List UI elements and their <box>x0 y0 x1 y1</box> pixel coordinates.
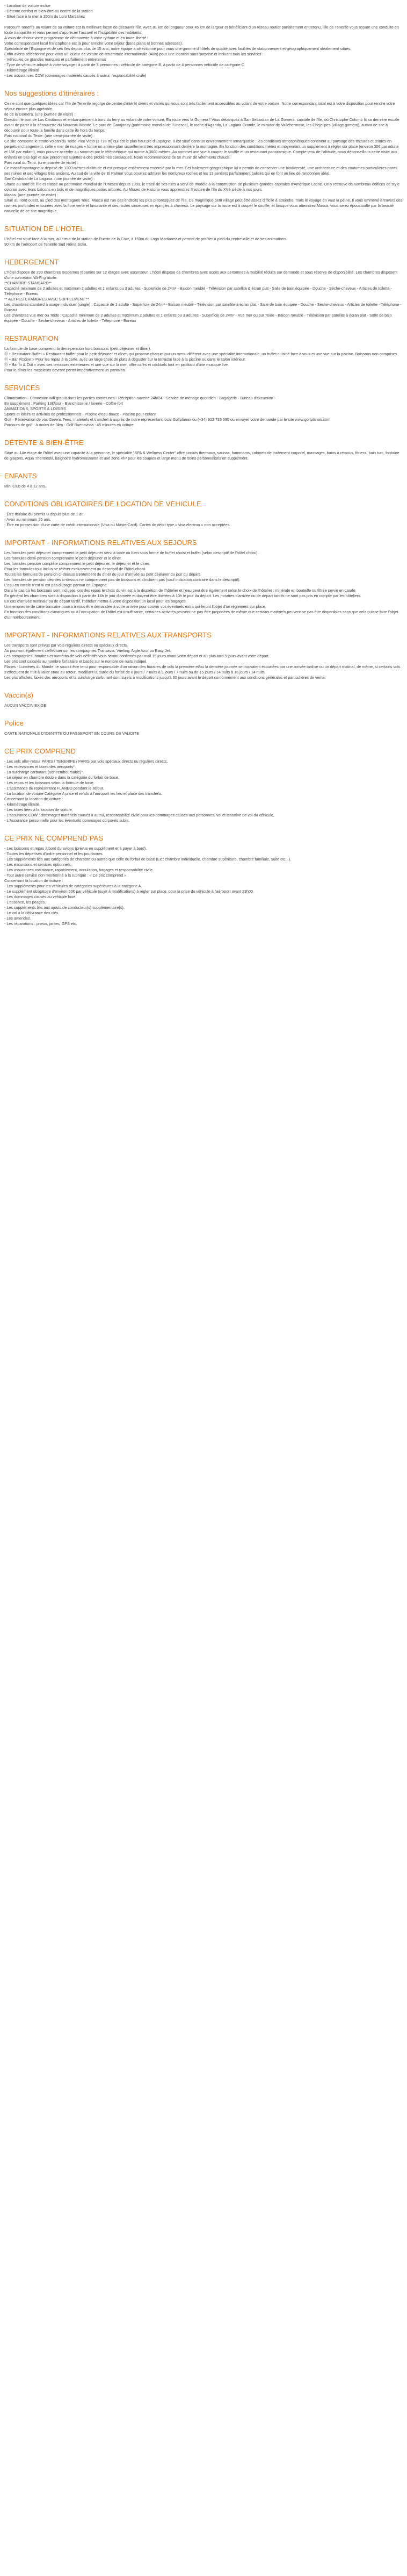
section-line: Ce ne sont que quelques idées car l'île de Tenerife regorge de centre d'intérêt divers et variés qui vous sont très facilement accessibles au volant de votre voiture. Notre correspondant local est à votre disposition pour rendre votre séjour encore plus agréable. <box>4 101 395 111</box>
section-line: Les compagnies, horaires et numéros de vols définitifs vous seront confirmés par mail 15 jours avant votre départ et au plus tard 5 jours avant votre départ. <box>4 654 270 658</box>
section-line: Une empreinte de carte bancaire pourra à vous être demandée à votre arrivée pour couvrir vos éventuels extra qui feront l'objet d'un règlement sur place. <box>4 604 266 609</box>
section-line: - L'assistance du représentant FLANEO pendant le séjour. <box>4 786 104 791</box>
section-heading: Police <box>4 719 24 727</box>
section-line: - Les assurances assistance, rapatriement, annulation, bagages et responsabilité civile. <box>4 867 154 872</box>
section-line: En fonction des conditions climatiques ou à l'occupation de l'hôtel est insuffisante, certaines activités peuvent ne pas être proposées de même que certains matériels peuvent ne pas être disponibles sans que cela puisse faire l'objet d'un remboursement. <box>4 609 398 620</box>
section-heading: Vaccin(s) <box>4 691 34 699</box>
section-important-informations-relatives-aux-transports <box>4 631 403 680</box>
section-situation-de-l-hotel <box>4 225 403 247</box>
section-line: - Les excursions et services optionnels. <box>4 862 72 867</box>
section-ce-prix-comprend <box>4 747 403 823</box>
section-line: - Toutes les dépenses d'ordre personnel et les pourboires. <box>4 851 104 856</box>
section-line: CARTE NATIONALE D'IDENTITE OU PASSEPORT EN COURS DE VALIDITE <box>4 731 139 736</box>
section-line: Ⓞ • Restaurant Buffet » Restaurant buffet pour le petit déjeuner et dîner, qui propose chaque jour un menu différent avec une spécialité internationale, un buffet cuisiné face à vous et une vue sur la piscine. Boissons non comprises <box>4 351 397 356</box>
intro-line: - Détente confort et bien-être au centre de la station <box>4 9 93 13</box>
section-line: - Le supplément obligatoire d'environ 50€ par véhicule (sujet à modifications) à régler sur place, pour la prise du véhicule à l'aéroport avant 23h00. <box>4 889 255 894</box>
section-heading: CE PRIX COMPREND <box>4 747 76 755</box>
section-heading: DÉTENTE & BIEN-ÊTRE <box>4 439 84 447</box>
section-line: - Les repas et les boissons selon la formule de base. <box>4 780 95 785</box>
section-line: Parc national du Teide. (une demi-journée de visite) : <box>4 133 95 138</box>
section-line: Parcours de golf : à moins de 3km - Golf Buenavista : 45 minutes en voiture <box>4 422 134 427</box>
section-line: Pour le dîner les messieurs devront porter impérativement un pantalon. <box>4 368 126 372</box>
section-line: Les chambres standard à usage individuel (single) : Capacité de 1 adulte - Superficie de 24m² - Balcon meublé - Télévision par satellite à écran plat - Salle de bain équipée - Douche - Sèche-cheveux - Articles de toilette - Téléphone - Bureau <box>4 302 402 312</box>
section-line: - Les taxes liées à la location de voiture. <box>4 807 73 812</box>
section-line: Les formules demi-pension comprennent le petit déjeuner et le dîner. <box>4 556 122 561</box>
section-line: - Le séjour en chambre double dans la catégorie du forfait de base. <box>4 775 119 780</box>
section-line: - Être en possession d'une carte de crédit internationale (Visa ou MasterCard). Cartes de débit type « visa electron » non acceptées. <box>4 522 231 527</box>
intro-line: Parcourir Tenerife au volant de sa voiture est la meilleure façon de découvrir l'île. Avec 81 km de longueur pour 45 km de largeur et bénéficiant d'un réseau routier parfaitement entretenu, l'île de Tenerife vous assure une conduite en toute tranquillité et vous permet d'apprécier l'accueil et l'hospitalité des habitants. <box>4 25 399 35</box>
section-line: ANIMATIONS, SPORTS & LOISIRS <box>4 406 66 411</box>
section-line: - Les dommages causés au véhicule loué. <box>4 894 77 899</box>
section-line: En cas d'arrivée matinale ou de départ tardif, l'hôtelier mettra à votre disposition un local pour les bagages. <box>4 599 187 604</box>
intro-line: - Location de voiture inclue <box>4 3 50 8</box>
section-important-informations-relatives-aux-sejours <box>4 539 403 620</box>
section-line: AUCUN VACCIN EXIGE <box>4 703 47 708</box>
product-description-page <box>0 0 407 932</box>
intro-line: Enfin avons sélectionné pour vous un loueur de voiture de renommée internationale (Avis) pour une location sans surprise et incluant tous les services : <box>4 52 264 56</box>
section-line: - Les redevances et taxes des aéroports*. <box>4 764 76 769</box>
section-line: Ce site comporte le strato-volcan du Teide-Pico Viejo (3 718 m) qui est le plus haut pic d'Espagne. Il est situé dans un environnement remarquable : les conditions atmosphériques continent au paysage des textures et teintes en perpétuel changement, celle « mer de nuages » forme un arrière-plan visuellement très impressionnant derrière la montagne. En fonction des conditions météo et moyennant un supplément à régler sur place (environ 30€ par adulte et 15€ par enfant), vous pouvez accéder au sommet par le téléphérique qui monte à 3600 mètres. Au sommet une vue à couper le souffle et un restaurant panoramique. Compte tenu de l'altitude, nous déconseillons cette visite aux enfants en bas âge et aux personnes sujettes à des problèmes cardiaques. Nous recommandons de se munir de vêtements chauds. <box>4 139 399 160</box>
intro-line: - Kilométrage illimité <box>4 68 39 73</box>
intro-line: Spécialiste de l'Espagne et de ses îles depuis plus de 15 ans, notre équipe a sélectionné pour vous une gamme d'hôtels de qualité avec facilités de stationnement et géographiquement idéalement situés. <box>4 46 352 51</box>
section-line: Les formules de pension décrites ci-dessus ne comprennent pas de boissons et s'incluent pas (sauf indication contraire dans le descriptif). <box>4 577 241 582</box>
section-vaccin-s <box>4 691 403 708</box>
section-line: - La location de voiture Catégorie A prise et rendu à l'aéroport les lieu et place des transferts. <box>4 791 163 796</box>
section-line: - L'assurance CDW : dommages matériels causés à autrui, responsabilité civile pour les dommages causés aux personnes, vol et tentative de vol du véhicule. <box>4 813 274 817</box>
section-line: - Tout autre service non mentionné à la rubrique : « Ce prix comprend ». <box>4 873 128 878</box>
section-conditions-obligatoires-de-location-de-vehicule <box>4 500 403 528</box>
section-line: San Cristobal de La Laguna. (une journée de visite) : <box>4 176 95 181</box>
spacer <box>4 19 403 25</box>
section-heading: RESTAURATION <box>4 334 59 342</box>
section-line: - Le vol à la délivrance des clés. <box>4 910 60 915</box>
intro-line: - Les assurances CDW (dommages matériels causés à autrui, responsabilité civile) <box>4 73 147 78</box>
section-line: Concernant la location de voiture : <box>4 878 63 883</box>
section-heading: IMPORTANT - INFORMATIONS RELATIVES AUX TRANSPORTS <box>4 631 212 639</box>
section-line: **CHAMBRE STANDARD** <box>4 281 52 285</box>
intro-block <box>4 3 403 78</box>
section-line: Concernant la location de voiture : <box>4 797 63 801</box>
section-line: - Avoir au minimum 25 ans. <box>4 517 51 522</box>
section-line: Dans le cas où les boissons sont incluses lors des repas le choix du vin est à la discrétion de l'hôtelier et l'eau peut être également selon le choix de l'hôtelier : minérale en bouteille ou filtrée servie en carafe. <box>4 588 357 593</box>
section-heading: SERVICES <box>4 384 40 392</box>
section-line: Direction le port de Los Cristianos et embarquement à bord du ferry au volant de votre voiture. En route vers la Gomera ! Vous débarquez à San Sebastian de La Gomera, capitale de l'île, où Christophe Colomb fit sa dernière escale avant de partir à la découverte du Nouveau Monde. Le parc de Garajonay (patrimoine mondial de l'Unesco), le roche d'Agando, La Laguna Grande, le mirador de Vallehermoso, les Chejelipes (village gomero), autant de site à découvrir pour toute la famille dans cette île hors du temps. <box>4 117 399 133</box>
section-line: Toutes les formules de pension ci-dessus s'entendent du dîner du jour d'arrivée au petit déjeuner du jour du départ. <box>4 572 201 577</box>
section-line: Sports et loisirs et activités de professionnels - Piscine d'eau douce - Piscine pour enfant <box>4 412 156 417</box>
section-line: - Les réparations : pneus, jantes, GPS etc. <box>4 921 77 926</box>
section-line: La formule de base comprend la demi-pension hors boissons (petit déjeuner et dîner). <box>4 346 151 351</box>
section-line: 90 km de l'aéroport de Tenerife Sud Reina Sofia. <box>4 242 88 247</box>
section-line: Ile de la Gomera. (une journée de visite) : <box>4 112 76 117</box>
section-line: L'hôtel est situé face à la mer, au cœur de la station de Puerto de la Cruz, à 150m du Lago Martianez et permet de profiter à pied du centre-ville et de ses animations. <box>4 236 287 241</box>
section-line: Situé au nord ouest, au pied des montagnes Teno, Masca est l'un des endroits les plus pittoresques de l'île. Ce magnifique petit village peut être assez difficile à atteindre, mais le voyage en vaut la peine. Il vous emmené à travers des ravines profondes entourées avec la flore verte et luxuriante et des routes sinueuses en épingles à cheveux. Le paysage sur la route est à couper le souffle, et lorsque vous atteindrez Masca, vous serez époustouflé par la beauté naturelle de ce site magnifique. <box>4 198 403 213</box>
section-line: Les formules pension complète comprennent le petit déjeuner, le déjeuner et le dîner. <box>4 561 150 566</box>
section-line: - Les suppléments liés aux ajouts de conducteur(s) supplémentaire(s). <box>4 905 125 910</box>
section-line: Golf - Réservation de vos Greens Fees, matériels et transfert à auprès de notre représentant local Golfplanax ou (+34) 922 735 695 ou envoyer votre demande par le site www.golfplanax.com <box>4 417 331 422</box>
section-line: Les formules petit déjeuner comprennent le petit déjeuner servi à table ou bien sous forme de buffet choisi et buffet (selon descriptif de l'hôtel choisi). <box>4 550 259 555</box>
section-heading: Nos suggestions d'itinéraires : <box>4 89 99 97</box>
section-line: - Les amendes. <box>4 916 31 921</box>
section-line: - Les vols aller-retour PARIS / TENERIFE / PARIS par vols spéciaux directs ou réguliers directs. <box>4 759 168 764</box>
section-line: Ⓞ • Bar Piscine » Pour les repas à la carte, avec un large choix de plats à déguster sur la terrasse face à la piscine ou dans le salon intérieur. <box>4 357 246 362</box>
section-line: Les prix sont calculés au nombre forfaitaire et basés sur le nombre de nuits indiqué. <box>4 659 148 664</box>
section-line: Ⓞ • Bar In & Out » avec ses terrasses extérieures et une vue sur la mer, offre cafés et cocktails tout en profitant d'une musique live. <box>4 362 229 367</box>
section-nos-suggestions-d-itineraires <box>4 89 403 214</box>
section-restauration <box>4 334 403 373</box>
section-line: En supplément : Parking 13€/jour - Blanchisserie / laverie - Coffre-fort <box>4 401 123 406</box>
section-ce-prix-ne-comprend-pas <box>4 834 403 927</box>
section-line: Située au nord de l'île et classé au patrimoine mondial de l'Unesco depuis 1999, le tracé de ses rues a servi de modèle à la construction de plusieurs grandes capitales d'Amérique Latine. On y retrouve de nombreux édifices de style colonial avec leurs balcons en bois et de magnifiques patios arborés. Au Museo de Historia vous apprendrez l'histoire de l'île du XVè siècle à nos jours. <box>4 182 400 192</box>
section-line: Les chambres vue mer ou Teide : Capacité minimum de 2 adultes et maximum 2 adultes et 1 enfants ou 3 adultes - Superficie de 24m² - Vue mer ou sur Teide - Balcon meublé - Télévision par satellite à écran plat - Salle de bain équipée - Douche - Sèche-cheveux - Articles de toilette - Téléphone - Bureau <box>4 313 392 323</box>
section-heading: HEBERGEMENT <box>4 258 59 266</box>
section-line: - L'essence, les péages. <box>4 900 46 905</box>
section-line: Pour les formules tout inclus se référer exclusivement au descriptif de l'hôtel choisi. <box>4 566 147 571</box>
section-line: - Les suppléments liés aux catégories de chambre ou autres que celle du forfait de base (Ex : chambre individuelle, chambre supérieure, chambre familiale, suite etc...). <box>4 857 292 862</box>
section-line: En général les chambres sont à disposition à partir de 14h le jour d'arrivée et doivent être libérées à 10h le jour du départ. Les horaires d'arrivée ou de départ tardifs ne sont pas pris en compte par les hôteliers. <box>4 593 361 598</box>
section-heading: ENFANTS <box>4 472 37 480</box>
section-line: - Les suppléments pour les véhicules de catégories supérieures à la catégorie A. <box>4 884 142 888</box>
section-heading: CONDITIONS OBLIGATOIRES DE LOCATION DE VEHICULE <box>4 500 201 508</box>
section-line: ** AUTRES CHAMBRES AVEC SUPPLEMENT ** <box>4 297 89 302</box>
intro-line: Votre correspondant local francophone est là pour enrichir votre séjour (bons plans et bonnes adresses). <box>4 41 183 46</box>
section-line: Mini Club de 4 à 12 ans. <box>4 484 46 489</box>
section-line: Les prix affichés, taxes des aéroports et la surcharge carburant sont sujets à modifications jusqu'à 30 jours avant le départ conformément aux conditions générales et particulières de vente. <box>4 675 326 680</box>
section-line: - La surcharge carburant (non remboursable)*. <box>4 770 84 774</box>
intro-line: A vous de choisir votre programme de découverte à votre rythme et en toute liberté ! <box>4 35 149 40</box>
section-line: Masca. (une journée de visite) : <box>4 192 59 197</box>
section-line: Au pourront également s'effectuer sur les compagnies Transavia, Vueling, Aigle Azur ou Easy Jet. <box>4 648 171 653</box>
section-hebergement <box>4 258 403 324</box>
section-line: L'hôtel dispose de 290 chambres modernes réparties sur 12 étages avec ascenseur. L'hôtel dispose de chambres avec accès aux personnes à mobilité réduite sur demande et sous réserve de disponibilité. Les chambres disposent d'une connexion Wi-Fi gratuite. <box>4 270 398 280</box>
section-line: - Être titulaire du permis B depuis plus de 1 an. <box>4 512 85 516</box>
sections-container <box>4 89 403 927</box>
intro-line: - Situé face à la mer à 150m du Loro Martiänez <box>4 14 85 19</box>
section-enfants <box>4 472 403 489</box>
intro-line: - Type de véhicule adapté à votre voyage : à partir de 3 personnes : véhicule de catégorie B, à partir de 4 personnes véhicule de catégorie C <box>4 62 244 67</box>
section-line: L'eau en carafe n'est ni est pas d'usage partout en Espagne. <box>4 583 108 587</box>
section-line: Capacité minimum de 2 adultes et maximum 2 adultes et 1 enfants ou 3 adultes - Superficie de 24m² - Balcon meublé - Télévision par satellite & écran plat - Salle de bain équipée - Douche - Sèche-cheveux - Articles de toilette - Téléphone - Bureau <box>4 286 392 296</box>
section-line: Parc rural du Teno. (une journée de visite) : <box>4 160 78 165</box>
section-detente-bien-etre <box>4 439 403 461</box>
section-services <box>4 384 403 428</box>
section-line: - L'Assurance personnelle pour les éventuels dommages corporels subis. <box>4 818 130 823</box>
intro-line: - Véhicules de grandes marques et parfaitement entretenus <box>4 57 106 62</box>
section-line: Ce massif montagneux déposé de 1300 mètres d'altitude et est presque entièrement encerclé par la mer. Cet isolement géographique lui a permis de conserver une biodiversité, une architecture et des coutumes particulières parmi ses ruines et ses villages très anciens. Au sud de la ville de El Palmar vous pourrez admirer les nombreux roches et les 13 sentiers parfaitement balisés qui en font un lieu de randonnée idéal. <box>4 166 397 176</box>
section-heading: IMPORTANT - INFORMATIONS RELATIVES AUX SEJOURS <box>4 539 197 547</box>
section-line: - Kilométrage illimité. <box>4 802 40 807</box>
section-heading: CE PRIX NE COMPREND PAS <box>4 834 104 842</box>
section-line: Flanes - Lumières du Monde ne saurait être tenu pour responsable d'un raison des horaires de vols la première et/ou la dernière journée se trouvaient écourtées par une arrivée tardive ou un départ matinal, de même, si certains vols s'effectuent de nuit à l'aller et/ou au retour, modifiant la durée du forfait de 8 jours / 7 nuits à 9 jours / 7 nuits ou de 15 jours / 14 nuits à 16 jours / 14 nuits. <box>4 664 401 675</box>
section-line: Situé au 14e étage de l'hôtel avec une capacité à la personne, le spécialité "SPA & Wellness Center" offre circuits thermaux, saunas, hammams, cabinets de traitement corporel, massages, bains à remous, fitness, bain turc, fontaine de glaçons, Aqua Thermostil, baignoire hydromassante et une zone VIP pour les couples et large menu de soins personnalisés en supplément. <box>4 450 399 461</box>
section-line: - Les boissons et repas à bord du avions (prévus en supplément et à payer à bord). <box>4 846 147 851</box>
section-line: Climatisation - Connexion wifi gratuit dans les parties communes - Réception ouverte 24h/24 - Service de ménage quotidien - Bagagerie - Bureau d'excursion - <box>4 396 276 400</box>
section-heading: SITUATION DE L'HOTEL <box>4 225 84 233</box>
section-police <box>4 719 403 736</box>
section-line: Les transports sont prévus par vols réguliers directs ou spéciaux directs. <box>4 643 128 648</box>
